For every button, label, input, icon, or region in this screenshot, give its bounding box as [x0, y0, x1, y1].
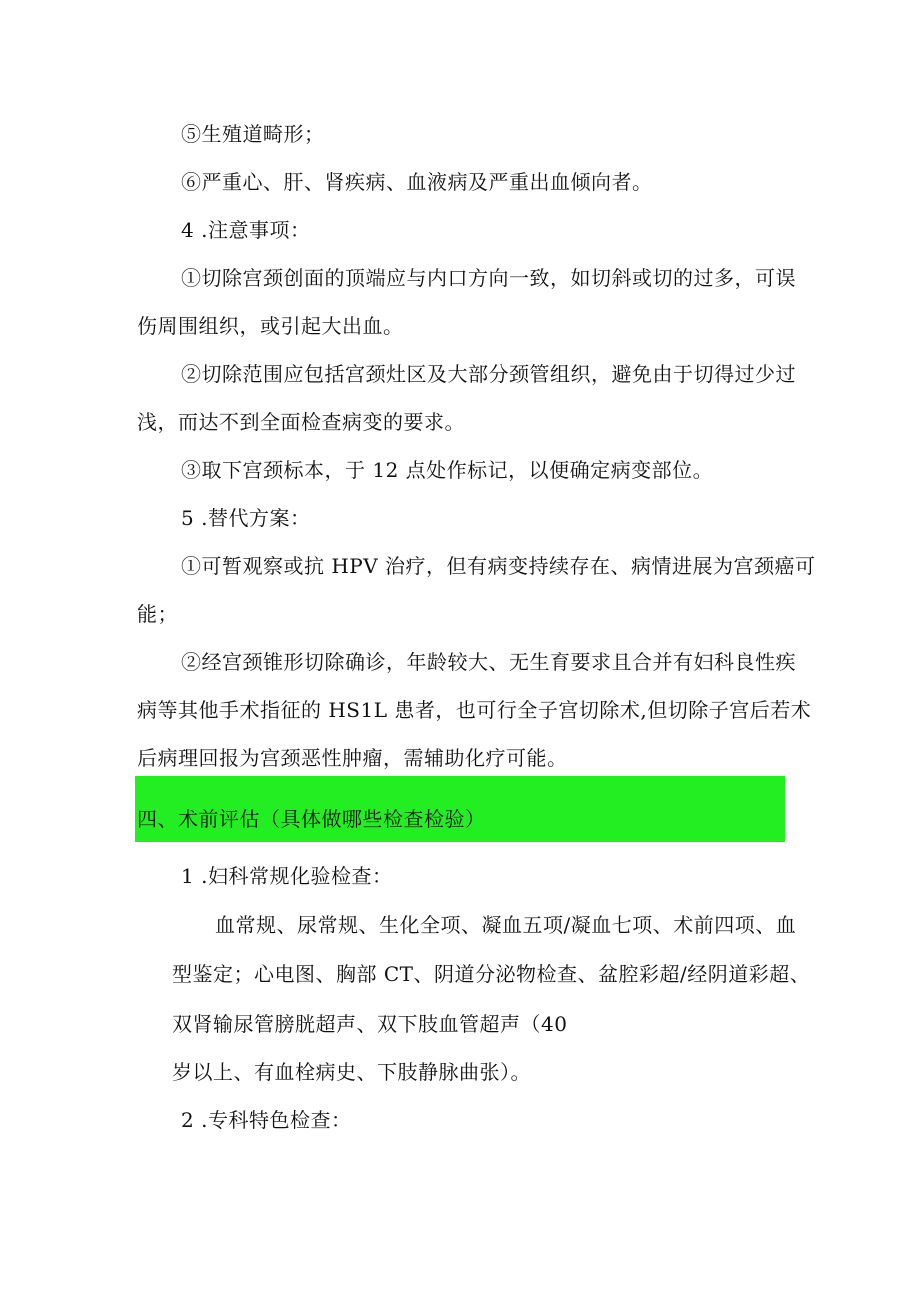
heading-alternatives: 5 .替代方案：	[181, 506, 311, 530]
item-severe-disease: ⑥严重心、肝、肾疾病、血液病及严重出血倾向者。	[181, 170, 653, 194]
routine-tests-line-3: 双肾输尿管膀胱超声、双下肢血管超声（40	[172, 1012, 568, 1036]
alternative-2-line-3: 后病理回报为宫颈恶性肿瘤，需辅助化疗可能。	[137, 746, 568, 770]
precaution-1-line-1: ①切除宫颈创面的顶端应与内口方向一致，如切斜或切的过多，可误	[181, 266, 796, 290]
heading-routine-tests: 1 .妇科常规化验检查：	[181, 864, 393, 888]
precaution-2-line-1: ②切除范围应包括宫颈灶区及大部分颈管组织，避免由于切得过少过	[181, 362, 796, 386]
alternative-1-line-1: ①可暂观察或抗 HPV 治疗，但有病变持续存在、病情进展为宫颈癌可	[181, 554, 816, 578]
heading-precautions: 4 .注意事项：	[181, 218, 311, 242]
alternative-1-line-2: 能；	[137, 602, 178, 626]
routine-tests-line-4: 岁以上、有血栓病史、下肢静脉曲张）。	[172, 1060, 531, 1084]
precaution-3: ③取下宫颈标本，于 12 点处作标记，以便确定病变部位。	[181, 458, 714, 482]
precaution-2-line-2: 浅，而达不到全面检查病变的要求。	[137, 410, 465, 434]
routine-tests-line-2: 型鉴定；心电图、胸部 CT、阴道分泌物检查、盆腔彩超/经阴道彩超、	[172, 962, 811, 986]
section-heading-preop-assessment: 四、术前评估（具体做哪些检查检验）	[137, 807, 486, 831]
alternative-2-line-2: 病等其他手术指征的 HS1L 患者，也可行全子宫切除术,但切除子宫后若术	[137, 698, 812, 722]
precaution-1-line-2: 伤周围组织，或引起大出血。	[137, 314, 404, 338]
heading-specialty-tests: 2 .专科特色检查：	[181, 1108, 352, 1132]
item-genital-malformation: ⑤生殖道畸形；	[181, 122, 325, 146]
alternative-2-line-1: ②经宫颈锥形切除确诊，年龄较大、无生育要求且合并有妇科良性疾	[181, 650, 796, 674]
routine-tests-line-1: 血常规、尿常规、生化全项、凝血五项/凝血七项、术前四项、血	[215, 913, 797, 937]
